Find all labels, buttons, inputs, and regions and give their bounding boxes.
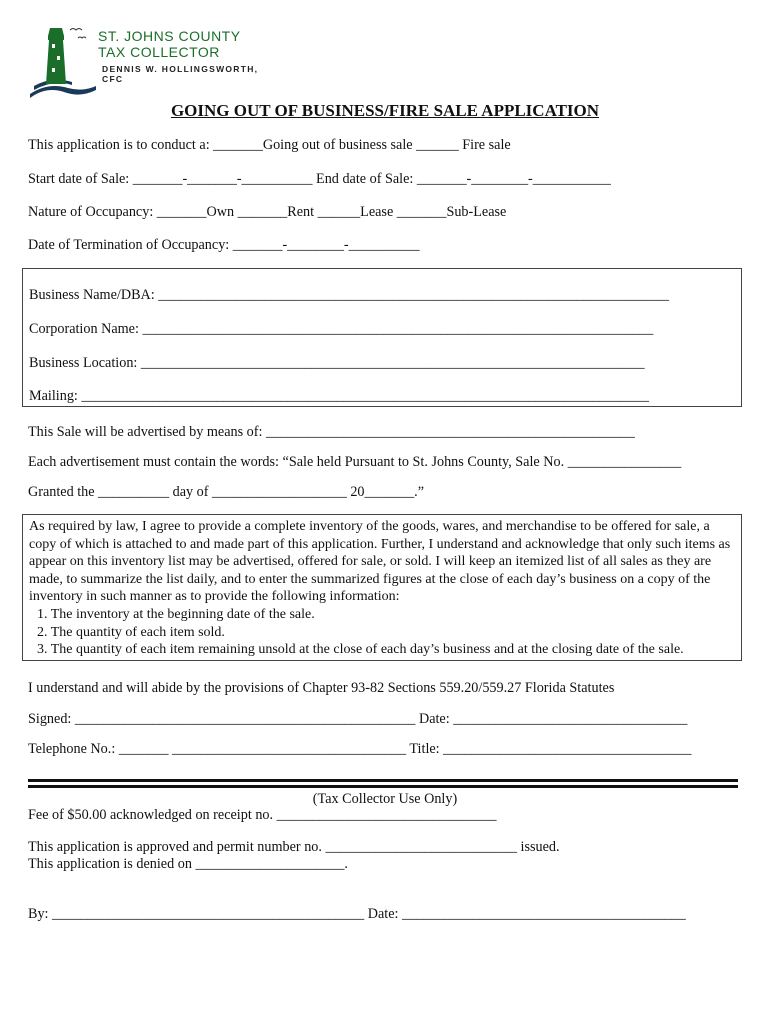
agreement-box [22, 514, 742, 661]
denied-date-field[interactable]: This application is denied on _____________________. [28, 856, 348, 872]
business-info-box [22, 268, 742, 407]
lighthouse-icon [28, 24, 98, 100]
advertising-means-field[interactable]: This Sale will be advertised by means of: ____________________________________________________ [28, 424, 635, 440]
mailing-field[interactable]: Mailing: ________________________________________________________________________________ [29, 388, 649, 404]
logo-name-text: DENNIS W. HOLLINGSWORTH, CFC [102, 64, 259, 84]
agreement-item-3: 3. The quantity of each item remaining unsold at the close of each day’s business and at the closing date of the sale. [37, 642, 684, 658]
termination-date-field[interactable]: Date of Termination of Occupancy: _______-________-__________ [28, 237, 420, 253]
business-name-field[interactable]: Business Name/DBA: ________________________________________________________________________ [29, 287, 670, 303]
occupancy-field[interactable]: Nature of Occupancy: _______Own _______Rent ______Lease _______Sub-Lease [28, 204, 507, 220]
logo-county-text: ST. JOHNS COUNTY [98, 28, 241, 44]
form-title: GOING OUT OF BUSINESS/FIRE SALE APPLICATION [170, 101, 600, 120]
agreement-list [29, 606, 737, 659]
permit-number-field[interactable]: This application is approved and permit number no. ___________________________ issued. [28, 839, 560, 855]
agreement-paragraph: As required by law, I agree to provide a complete inventory of the goods, wares, and merchandise to be offered for sale, a copy of which is attached to and made part of this application. Further, I understand and acknowledge that only such items as appear on this inventory list may be advertised, offered for sale, or sold. I will keep an itemized list of all sales as they are made, to summarize the list daily, and to enter the summarized figures at the close of each day’s business on a copy of the inventory in such manner as to provide the following information: [29, 519, 731, 605]
business-location-field[interactable]: Business Location: _______________________________________________________________________ [29, 355, 645, 371]
sale-type-field[interactable]: This application is to conduct a: _______Going out of business sale ______ Fire sale [28, 137, 511, 153]
sale-dates-field[interactable]: Start date of Sale: _______-_______-__________ End date of Sale: _______-________-___________ [28, 171, 611, 187]
logo-office-text: TAX COLLECTOR [98, 44, 220, 60]
telephone-field[interactable]: Telephone No.: _______ _________________________________ Title: ___________________________________ [28, 741, 692, 757]
signature-field[interactable]: Signed: ________________________________________________ Date: _________________________________ [28, 711, 688, 727]
abide-statement: I understand and will abide by the provisions of Chapter 93-82 Sections 559.20/559.27 Florida Statutes [28, 680, 615, 696]
divider-top [28, 779, 738, 782]
tax-collector-heading: (Tax Collector Use Only) [312, 791, 458, 807]
agreement-item-1: 1. The inventory at the beginning date of the sale. [37, 606, 315, 622]
granted-date-field[interactable]: Granted the __________ day of ___________________ 20_______.” [28, 484, 425, 500]
sale-number-field[interactable]: Each advertisement must contain the words: “Sale held Pursuant to St. Johns County, Sale No. ________________ [28, 454, 682, 470]
fee-receipt-field[interactable]: Fee of $50.00 acknowledged on receipt no. _______________________________ [28, 807, 497, 823]
by-signature-field[interactable]: By: ____________________________________________ Date: ________________________________________ [28, 906, 686, 922]
agreement-item-2: 2. The quantity of each item sold. [37, 624, 225, 640]
tax-collector-logo [28, 24, 278, 100]
corporation-name-field[interactable]: Corporation Name: ________________________________________________________________________ [29, 321, 654, 337]
divider-bottom [28, 785, 738, 788]
